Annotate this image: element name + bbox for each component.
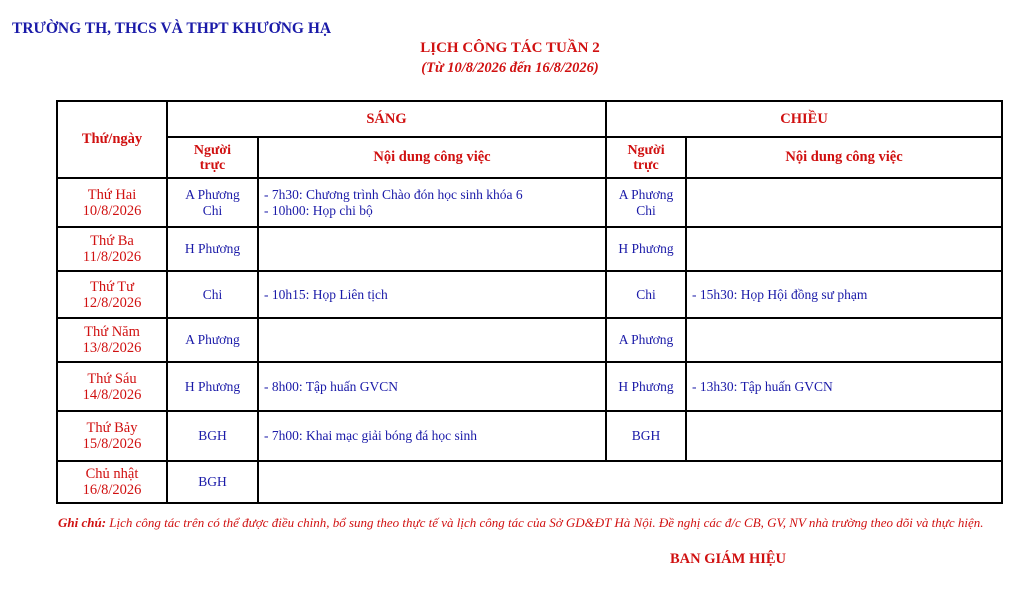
day-name: Thứ Bảy: [86, 420, 138, 436]
day-name: Thứ Ba: [90, 233, 134, 249]
day-date: 12/8/2026: [82, 294, 142, 311]
day-date: 15/8/2026: [82, 436, 142, 452]
duty-person: H Phương: [184, 241, 241, 256]
duty-person: A Phương: [618, 186, 674, 202]
table-row: [57, 318, 1002, 362]
am-tasks-cell: [258, 271, 606, 318]
table-row: [57, 411, 1002, 461]
am-duty-cell: [167, 461, 258, 503]
day-name: Thứ Tư: [89, 278, 135, 295]
day-date: 16/8/2026: [82, 482, 142, 498]
pm-tasks-cell: [686, 318, 1002, 362]
am-duty-cell: [167, 362, 258, 411]
am-duty-cell: [167, 318, 258, 362]
duty-person: Chi: [636, 202, 656, 218]
pm-tasks-cell: [686, 178, 1002, 227]
day-cell: [57, 318, 167, 362]
table-row: [57, 362, 1002, 411]
day-date: 13/8/2026: [82, 340, 142, 356]
table-row: [57, 178, 1002, 227]
pm-duty-cell: [606, 271, 686, 318]
task-item: - 15h30: Họp Hội đồng sư phạm: [692, 286, 868, 302]
duty-person: BGH: [198, 474, 227, 489]
duty-person: H Phương: [618, 378, 674, 394]
day-cell: [57, 362, 167, 411]
col-header-day: Thứ/ngày: [57, 101, 167, 178]
duty-person: BGH: [198, 428, 227, 443]
task-item: - 7h30: Chương trình Chào đón học sinh khóa 6: [264, 186, 523, 202]
pm-duty-cell: [606, 318, 686, 362]
pm-tasks-cell: [686, 227, 1002, 271]
duty-person: A Phương: [185, 186, 240, 202]
am-tasks-cell: [258, 461, 1002, 503]
am-duty-cell: [167, 178, 258, 227]
task-item: - 8h00: Tập huấn GVCN: [264, 378, 398, 394]
day-cell: [57, 461, 167, 503]
day-cell: [57, 227, 167, 271]
duty-person: A Phương: [185, 332, 240, 347]
footnote-label: Ghi chú:: [58, 515, 107, 530]
duty-person: H Phương: [618, 241, 674, 256]
am-tasks-cell: [258, 178, 606, 227]
table-row: [57, 227, 1002, 271]
footnote: [48, 514, 998, 531]
task-item: - 10h00: Họp chi bộ: [264, 202, 373, 218]
col-header-afternoon: CHIỀU: [606, 101, 1002, 137]
duty-person: BGH: [631, 428, 661, 443]
pm-tasks-cell: [686, 362, 1002, 411]
day-cell: [57, 271, 167, 318]
day-cell: [57, 411, 167, 461]
am-duty-cell: [167, 411, 258, 461]
pm-duty-cell: [606, 178, 686, 227]
col-header-morning: SÁNG: [167, 101, 606, 137]
task-item: - 13h30: Tập huấn GVCN: [692, 378, 833, 394]
pm-tasks-cell: [686, 411, 1002, 461]
duty-person: Chi: [636, 286, 656, 302]
schedule-body: [57, 101, 1002, 503]
duty-header-line2: trực: [633, 157, 659, 173]
day-name: Chủ nhật: [85, 466, 139, 482]
duty-person: H Phương: [184, 378, 241, 394]
day-cell: [57, 178, 167, 227]
day-date: 10/8/2026: [82, 202, 142, 219]
am-tasks-cell: [258, 362, 606, 411]
pm-tasks-cell: [686, 271, 1002, 318]
am-duty-cell: [167, 227, 258, 271]
schedule-title: LỊCH CÔNG TÁC TUẦN 2: [420, 40, 600, 56]
col-header-am-duty: [167, 137, 258, 178]
table-row: [57, 461, 1002, 503]
duty-header-line2: trực: [199, 157, 226, 173]
col-header-pm-content: Nội dung công việc: [686, 137, 1002, 178]
col-header-pm-duty: [606, 137, 686, 178]
school-name: TRƯỜNG TH, THCS VÀ THPT KHƯƠNG HẠ: [12, 20, 332, 37]
am-tasks-cell: [258, 411, 606, 461]
signature-block: BAN GIÁM HIỆU: [670, 551, 787, 567]
footnote-text: Lịch công tác trên có thể được điều chỉnh, bổ sung theo thực tế và lịch công tác của Sở GD&ĐT Hà Nội. Đề nghị các đ/c CB, GV, NV nhà trường theo dõi và thực hiện.: [106, 515, 984, 530]
day-name: Thứ Sáu: [87, 370, 137, 387]
task-item: - 10h15: Họp Liên tịch: [264, 286, 388, 302]
pm-duty-cell: [606, 227, 686, 271]
day-date: 14/8/2026: [82, 386, 142, 403]
day-name: Thứ Hai: [87, 186, 137, 203]
day-date: 11/8/2026: [82, 249, 142, 265]
schedule-table: [56, 100, 1003, 504]
schedule-date-range: (Từ 10/8/2026 đến 16/8/2026): [421, 60, 599, 76]
am-duty-cell: [167, 271, 258, 318]
duty-person: A Phương: [618, 332, 674, 347]
day-name: Thứ Năm: [84, 324, 140, 340]
pm-duty-cell: [606, 362, 686, 411]
col-header-am-content: Nội dung công việc: [258, 137, 606, 178]
duty-person: Chi: [202, 202, 223, 218]
duty-header-line1: Người: [627, 142, 665, 158]
task-item: - 7h00: Khai mạc giải bóng đá học sinh: [264, 428, 477, 443]
duty-person: Chi: [202, 286, 223, 302]
table-row: [57, 271, 1002, 318]
am-tasks-cell: [258, 318, 606, 362]
duty-header-line1: Người: [193, 142, 232, 158]
am-tasks-cell: [258, 227, 606, 271]
pm-duty-cell: [606, 411, 686, 461]
